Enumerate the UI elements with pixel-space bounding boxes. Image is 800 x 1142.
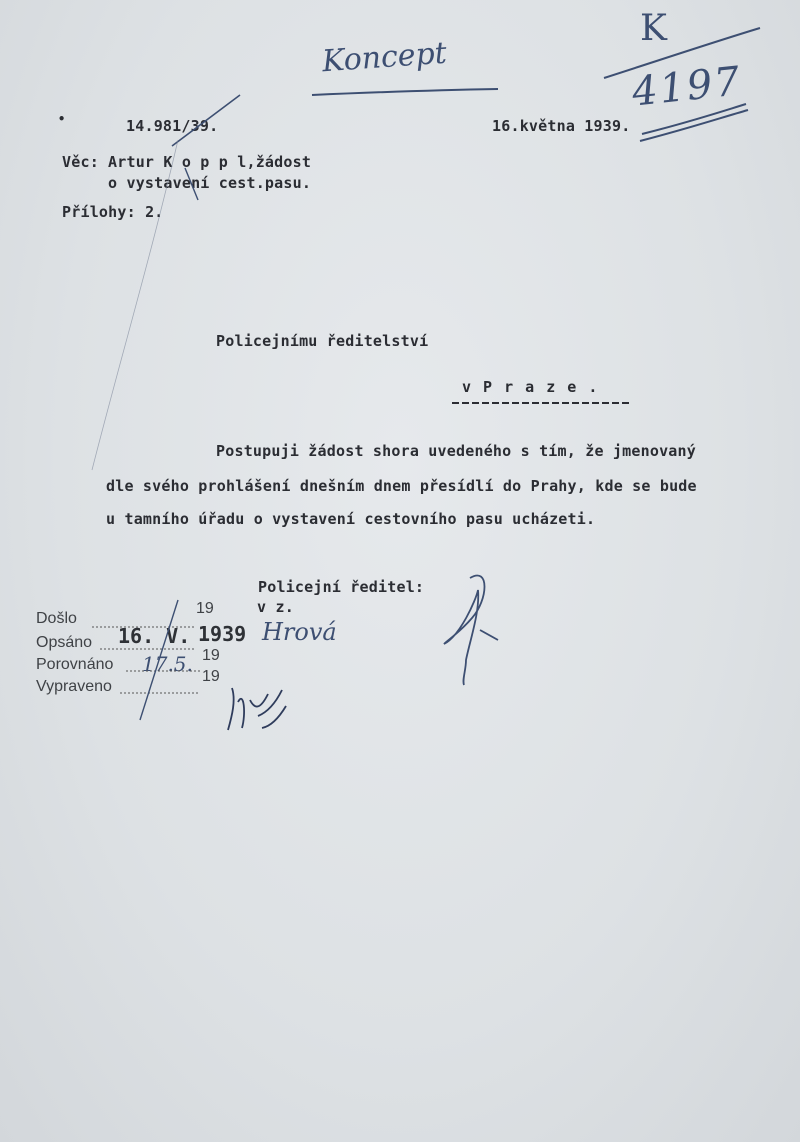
stamp-opsano-date: 16. V. [118, 624, 191, 648]
subject-line1: Artur K o p p l,žádost [108, 153, 312, 171]
body-line3: u tamního úřadu o vystavení cestovního pasu ucházeti. [106, 510, 596, 528]
body-line1: Postupuji žádost shora uvedeného s tím, že jmenovaný [216, 442, 696, 460]
stamp-doslo-year: 19 [196, 600, 214, 617]
stamp-vypraveno-year: 19 [202, 668, 220, 685]
stamp-opsano-label: Opsáno [36, 634, 93, 651]
reference-slash [172, 95, 240, 146]
bullet-mark: • [58, 112, 66, 126]
registry-number: 4197 [629, 58, 744, 116]
stamp-doslo-label: Došlo [36, 610, 77, 627]
registry-fraction-line [604, 28, 760, 78]
stamp-porovnano-label: Porovnáno [36, 656, 114, 673]
initials-scribble [228, 688, 286, 730]
koncept-underline [312, 89, 498, 95]
subject-label: Věc: [62, 153, 99, 171]
registry-underline-2 [640, 110, 748, 141]
signature-scribble [444, 575, 498, 685]
stamp-porovnano-year: 19 [202, 647, 220, 664]
stamp-porovnano-date: 17.5. [142, 652, 193, 676]
letter-date: 16.května 1939. [492, 117, 631, 135]
attachments: Přílohy: 2. [62, 203, 164, 221]
subject-line2: o vystavení cest.pasu. [108, 174, 312, 192]
stamp-vypraveno-label: Vypraveno [36, 678, 112, 695]
registry-underline-1 [642, 104, 746, 134]
stamp-diagonal [140, 600, 178, 720]
stamp-opsano-initials: Hrová [262, 618, 337, 646]
recipient-line1: Policejnímu ředitelství [216, 332, 429, 350]
body-line2: dle svého prohlášení dnešním dnem přesídlí do Prahy, kde se bude [106, 477, 697, 495]
registry-letter: K [640, 8, 667, 49]
subject-strike [185, 168, 198, 200]
long-pencil-stroke [92, 140, 178, 470]
recipient-line2: v P r a z e . [462, 378, 599, 396]
koncept-note: Koncept [320, 35, 448, 80]
stamp-opsano-year: 1939 [198, 622, 247, 646]
signature-vz: v z. [257, 598, 294, 616]
reference-number: 14.981/39. [126, 117, 219, 135]
signature-title: Policejní ředitel: [258, 578, 425, 596]
